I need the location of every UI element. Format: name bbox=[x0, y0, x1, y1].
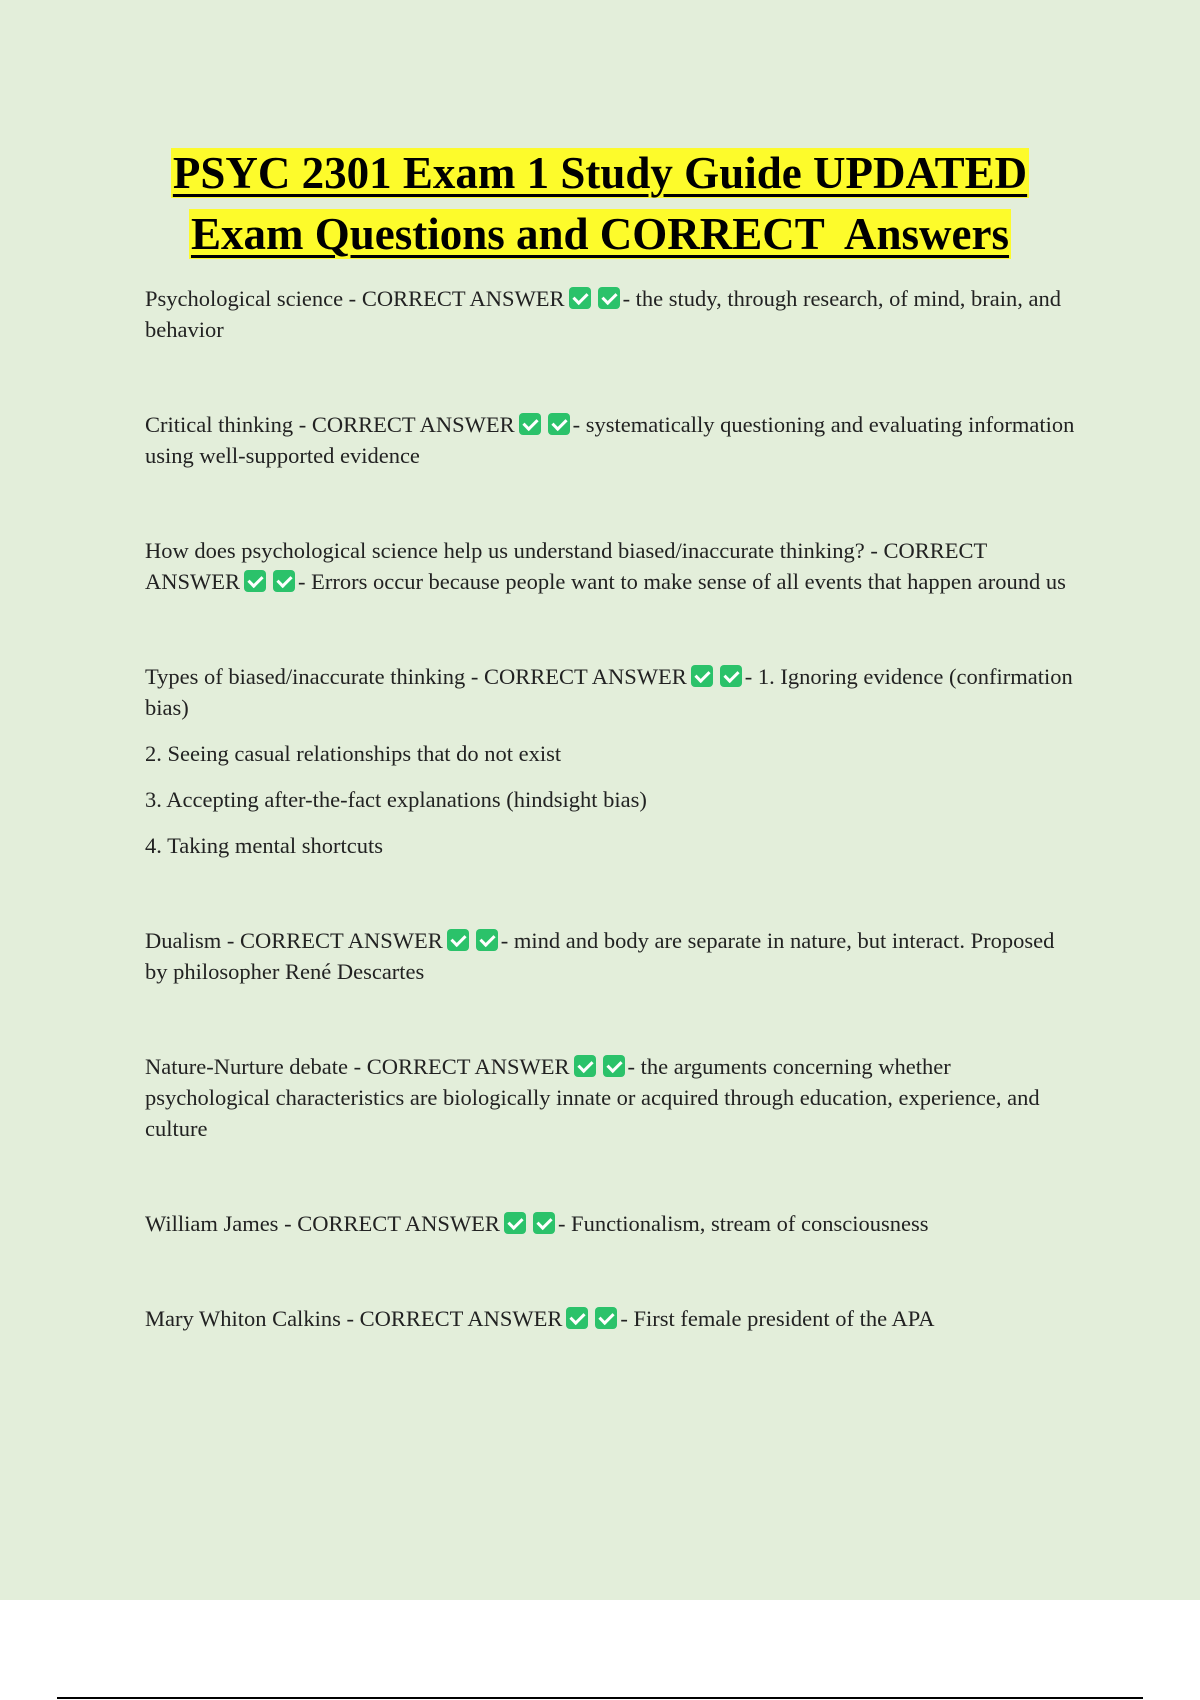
answer-text: - systematically questioning and evaluating information using well-supported evidence bbox=[145, 412, 1075, 468]
check-icon bbox=[504, 1212, 526, 1234]
qa-entry bbox=[145, 535, 1075, 597]
check-icon bbox=[566, 1307, 588, 1329]
question-term: Nature-Nurture debate - bbox=[145, 1054, 367, 1079]
answer-text: - Functionalism, stream of consciousness bbox=[557, 1211, 929, 1236]
answer-list-item: 2. Seeing casual relationships that do not exist bbox=[145, 741, 562, 766]
answer-text: - the arguments concerning whether psychological characteristics are biologically innate or acquired through education, experience, and culture bbox=[145, 1054, 1040, 1141]
correct-answer-label: CORRECT ANSWER bbox=[145, 538, 987, 594]
check-icon bbox=[244, 570, 266, 592]
correct-answer-label: CORRECT ANSWER bbox=[311, 412, 515, 437]
check-icon bbox=[519, 413, 541, 435]
question-term: How does psychological science help us understand biased/inaccurate thinking? - bbox=[145, 538, 884, 563]
title-line-1: PSYC 2301 Exam 1 Study Guide UPDATED bbox=[172, 148, 1028, 198]
qa-entry bbox=[145, 925, 1075, 987]
check-icon bbox=[476, 929, 498, 951]
correct-answer-label: CORRECT ANSWER bbox=[297, 1211, 500, 1236]
question-term: Dualism - bbox=[145, 928, 240, 953]
qa-entry bbox=[145, 409, 1075, 471]
question-term: Critical thinking - bbox=[145, 412, 312, 437]
check-icon bbox=[720, 665, 742, 687]
correct-answer-label: CORRECT ANSWER bbox=[240, 928, 443, 953]
answer-list-item: 4. Taking mental shortcuts bbox=[145, 833, 383, 858]
answer-text: - Errors occur because people want to make sense of all events that happen around us bbox=[298, 569, 1066, 594]
question-term: Types of biased/inaccurate thinking - bbox=[145, 664, 484, 689]
footer-divider bbox=[57, 1697, 1143, 1699]
check-icon bbox=[447, 929, 469, 951]
check-icon bbox=[691, 665, 713, 687]
answer-text: - First female president of the APA bbox=[620, 1306, 935, 1331]
question-term: William James - bbox=[145, 1211, 298, 1236]
answer-text: - the study, through research, of mind, brain, and behavior bbox=[145, 286, 1061, 342]
question-term: Mary Whiton Calkins - bbox=[145, 1306, 360, 1331]
qa-entry bbox=[145, 661, 1075, 861]
qa-list bbox=[145, 283, 1075, 1334]
qa-entry bbox=[145, 1303, 1075, 1334]
answer-list-item: 3. Accepting after-the-fact explanations (hindsight bias) bbox=[145, 787, 647, 812]
qa-entry bbox=[145, 283, 1075, 345]
check-icon bbox=[548, 413, 570, 435]
correct-answer-label: CORRECT ANSWER bbox=[483, 664, 687, 689]
correct-answer-label: CORRECT ANSWER bbox=[366, 1054, 570, 1079]
question-term: Psychological science - bbox=[145, 286, 362, 311]
qa-entry bbox=[145, 1051, 1075, 1144]
check-icon bbox=[595, 1307, 617, 1329]
answer-text: - mind and body are separate in nature, but interact. Proposed by philosopher René Descartes bbox=[145, 928, 1055, 984]
check-icon bbox=[569, 287, 591, 309]
check-icon bbox=[598, 287, 620, 309]
check-icon bbox=[574, 1055, 596, 1077]
check-icon bbox=[603, 1055, 625, 1077]
check-icon bbox=[273, 570, 295, 592]
document-title bbox=[0, 143, 1200, 265]
qa-entry bbox=[145, 1208, 1075, 1239]
correct-answer-label: CORRECT ANSWER bbox=[361, 286, 565, 311]
title-line-2: Exam Questions and CORRECT Answers bbox=[190, 209, 1010, 259]
correct-answer-label: CORRECT ANSWER bbox=[359, 1306, 563, 1331]
answer-text: - 1. Ignoring evidence (confirmation bias) bbox=[145, 664, 1073, 720]
check-icon bbox=[533, 1212, 555, 1234]
